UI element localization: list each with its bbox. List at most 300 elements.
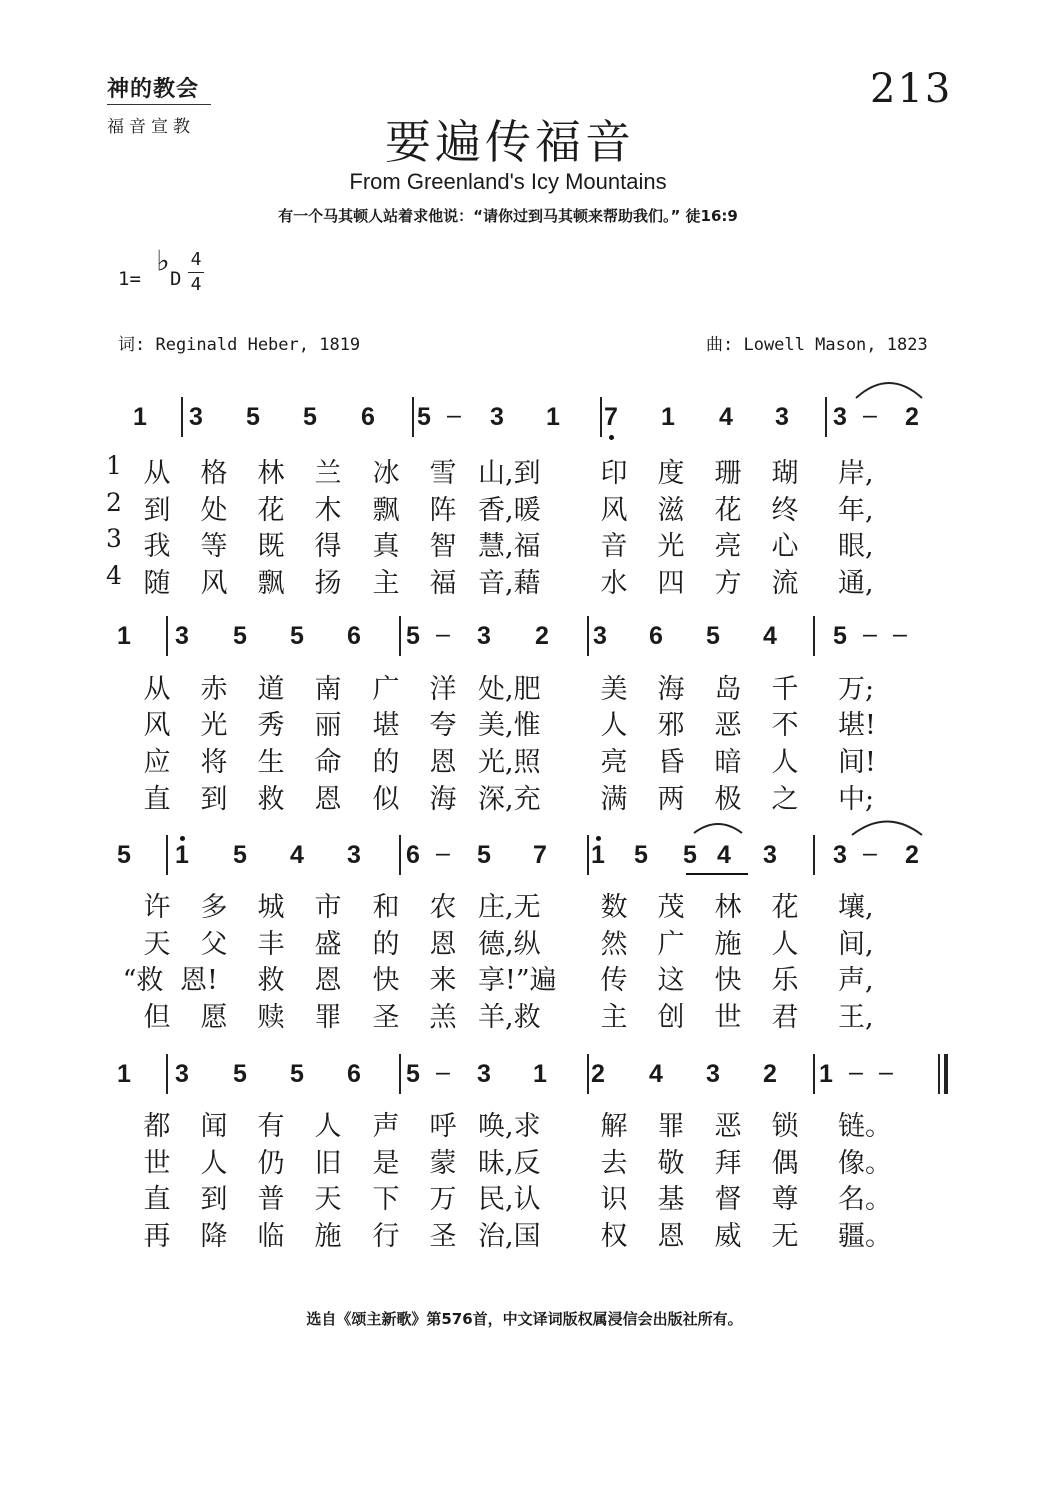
lyric-syllable: 王, — [838, 1002, 874, 1033]
hymn-number: 213 — [870, 66, 953, 112]
lyric-syllable: 下 — [372, 1184, 400, 1215]
lyric-syllable: 敬 — [657, 1148, 685, 1179]
notation-line — [0, 835, 919, 879]
lyric-syllable: 声, — [838, 965, 874, 996]
lyric-syllable: 盛 — [314, 929, 342, 960]
lyric-syllable: 暗 — [714, 747, 742, 778]
verse-number: 4 — [106, 561, 122, 590]
lyric-line — [0, 1177, 892, 1215]
note: 3 — [175, 622, 189, 650]
lyric-syllable: 水 — [600, 568, 628, 599]
note: 1 — [133, 403, 147, 431]
lyric-syllable: 生 — [257, 747, 285, 778]
header-divider — [107, 104, 211, 105]
lyric-syllable: 度 — [657, 458, 685, 489]
lyric-syllable: 兰 — [314, 458, 342, 489]
note: 5 — [290, 622, 304, 650]
sustain-dash: – — [893, 620, 907, 648]
note: 1 — [117, 622, 131, 650]
lyric-syllable: 庄,无 — [478, 892, 541, 923]
lyric-syllable: 终 — [771, 495, 799, 526]
lyric-syllable: 无 — [771, 1221, 799, 1252]
lyric-syllable: 方 — [714, 568, 742, 599]
bar-line — [587, 1054, 589, 1094]
lyric-syllable: 恩 — [314, 784, 342, 815]
lyric-syllable: 音 — [600, 531, 628, 562]
sustain-dash: – — [436, 620, 450, 648]
lyric-syllable: 治,国 — [478, 1221, 541, 1252]
lyricist-credit: 词: Reginald Heber, 1819 — [118, 335, 361, 355]
note: 5 — [290, 1060, 304, 1088]
lyric-syllable: 流 — [771, 568, 799, 599]
lyric-syllable: 风 — [143, 710, 171, 741]
flat-sign: ♭ — [154, 244, 173, 279]
lyric-syllable: 四 — [657, 568, 685, 599]
lyric-syllable: 声 — [372, 1111, 400, 1142]
lyric-syllable: 施 — [314, 1221, 342, 1252]
note: 3 — [706, 1060, 720, 1088]
note: 3 — [175, 1060, 189, 1088]
slur-arc — [694, 824, 742, 833]
lyric-syllable: 享!”遍 — [478, 965, 557, 996]
lyric-syllable: 丽 — [314, 710, 342, 741]
lyric-syllable: 天 — [314, 1184, 342, 1215]
notation-line — [0, 616, 907, 660]
lyric-syllable: 赤 — [200, 674, 228, 705]
bar-line — [587, 616, 589, 656]
lyric-syllable: 恩 — [657, 1221, 685, 1252]
lyric-syllable: 许 — [143, 892, 171, 923]
lyric-syllable: 香,暖 — [478, 495, 541, 526]
lyric-line — [0, 922, 874, 960]
lyric-syllable: 从 — [143, 458, 171, 489]
note: 1 — [661, 403, 675, 431]
bar-line — [825, 397, 827, 437]
lyric-syllable: 眼, — [838, 531, 874, 562]
lyric-syllable: 音,藉 — [478, 568, 541, 599]
lyric-syllable: 从 — [143, 674, 171, 705]
lyric-syllable: 锁 — [771, 1111, 799, 1142]
lyric-syllable: 罪 — [657, 1111, 685, 1142]
lyric-syllable: 岸, — [838, 458, 874, 489]
lyric-syllable: 名。 — [838, 1184, 892, 1215]
lyric-syllable: 天 — [143, 929, 171, 960]
lyric-syllable: “救 — [122, 965, 164, 996]
lyric-syllable: 再 — [143, 1221, 171, 1252]
note: 6 — [347, 1060, 361, 1088]
lyric-syllable: 格 — [200, 458, 228, 489]
note: 3 — [477, 1060, 491, 1088]
lyric-line — [0, 667, 875, 705]
bar-line — [587, 835, 589, 875]
lyric-syllable: 岛 — [714, 674, 742, 705]
lyric-syllable: 等 — [200, 531, 228, 562]
lyric-syllable: 亮 — [600, 747, 628, 778]
lyric-syllable: 光,照 — [478, 747, 541, 778]
bar-line — [181, 397, 183, 437]
lyric-syllable: 深,充 — [478, 784, 541, 815]
lyric-syllable: 世 — [143, 1148, 171, 1179]
note: 1 — [546, 403, 560, 431]
lyric-syllable: 花 — [771, 892, 799, 923]
lyric-syllable: 到 — [143, 495, 171, 526]
bar-line — [813, 835, 815, 875]
verse-number: 1 — [106, 451, 122, 480]
lyric-syllable: 慧,福 — [478, 531, 541, 562]
lyric-syllable: 恩! — [180, 965, 218, 996]
lyric-line — [0, 703, 876, 741]
lyric-syllable: 数 — [600, 892, 628, 923]
lyric-syllable: 临 — [257, 1221, 285, 1252]
lyric-syllable: 心 — [771, 531, 799, 562]
note: 5 — [246, 403, 260, 431]
lyric-syllable: 君 — [771, 1002, 799, 1033]
lyric-syllable: 行 — [372, 1221, 400, 1252]
final-bar-line — [944, 1054, 948, 1094]
lyric-syllable: 光 — [657, 531, 685, 562]
lyric-syllable: 像。 — [838, 1148, 892, 1179]
sustain-dash: – — [436, 1058, 450, 1086]
lyric-line — [0, 740, 876, 778]
lyric-syllable: 间, — [838, 929, 874, 960]
lyric-syllable: 然 — [600, 929, 628, 960]
lyric-syllable: 壤, — [838, 892, 874, 923]
lyric-syllable: 尊 — [771, 1184, 799, 1215]
sustain-dash: – — [863, 620, 877, 648]
note: 2 — [763, 1060, 777, 1088]
bar-line — [600, 397, 602, 437]
bar-line — [813, 1054, 815, 1094]
lyric-syllable: 仍 — [257, 1148, 285, 1179]
lyric-syllable: 随 — [143, 568, 171, 599]
lyric-syllable: 命 — [314, 747, 342, 778]
hymn-subtitle: From Greenland's Icy Mountains — [349, 169, 667, 194]
lyric-syllable: 基 — [657, 1184, 685, 1215]
note: 3 — [833, 403, 847, 431]
lyric-syllable: 山,到 — [478, 458, 541, 489]
composer-credit: 曲: Lowell Mason, 1823 — [706, 335, 928, 355]
bar-line — [412, 397, 414, 437]
lyric-syllable: 得 — [314, 531, 342, 562]
sustain-dash: – — [849, 1058, 863, 1086]
lyric-syllable: 林 — [714, 892, 742, 923]
time-signature-bottom: 4 — [190, 274, 202, 295]
lyric-syllable: 城 — [257, 892, 285, 923]
lyric-syllable: 施 — [714, 929, 742, 960]
bar-line — [813, 616, 815, 656]
lyric-syllable: 世 — [714, 1002, 742, 1033]
lyric-syllable: 赎 — [257, 1002, 285, 1033]
lyric-syllable: 羊,救 — [478, 1002, 541, 1033]
lyric-syllable: 处 — [200, 495, 228, 526]
upper-octave-dot — [180, 836, 185, 841]
lyric-syllable: 圣 — [429, 1221, 457, 1252]
note: 4 — [719, 403, 733, 431]
lyric-syllable: 和 — [372, 892, 400, 923]
bar-line — [399, 1054, 401, 1094]
lyric-syllable: 普 — [257, 1184, 285, 1215]
lyric-syllable: 邪 — [657, 710, 685, 741]
lyric-syllable: 人 — [600, 710, 628, 741]
note: 3 — [189, 403, 203, 431]
note: 3 — [763, 841, 777, 869]
note: 5 — [477, 841, 491, 869]
note: 5 — [406, 622, 420, 650]
lyric-line — [0, 488, 874, 526]
lyric-syllable: 闻 — [200, 1111, 228, 1142]
lyric-syllable: 督 — [714, 1184, 742, 1215]
lyric-syllable: 疆。 — [838, 1221, 892, 1252]
lyric-syllable: 旧 — [314, 1148, 342, 1179]
lyric-line — [0, 885, 874, 923]
lyric-syllable: 偶 — [771, 1148, 799, 1179]
lyric-line — [0, 1141, 892, 1179]
note: 7 — [604, 403, 618, 431]
lyric-syllable: 人 — [771, 747, 799, 778]
lyric-syllable: 主 — [600, 1002, 628, 1033]
lyric-syllable: 中; — [838, 784, 875, 815]
lyric-syllable: 冰 — [372, 458, 400, 489]
note: 3 — [593, 622, 607, 650]
note: 5 — [634, 841, 648, 869]
scripture-epigraph: 有一个马其顿人站着求他说：“请你过到马其顿来帮助我们。” 徒16:9 — [278, 207, 738, 225]
lyric-syllable: 洋 — [429, 674, 457, 705]
lyric-syllable: 飘 — [372, 495, 400, 526]
lyric-line — [0, 995, 874, 1033]
lyric-syllable: 两 — [657, 784, 685, 815]
lyric-syllable: 恩 — [429, 747, 457, 778]
lyric-syllable: 茂 — [657, 892, 685, 923]
sustain-dash: – — [436, 839, 450, 867]
lyric-syllable: 间! — [838, 747, 876, 778]
lyric-syllable: 我 — [143, 531, 171, 562]
lyric-syllable: 都 — [143, 1111, 171, 1142]
note: 5 — [417, 403, 431, 431]
note: 6 — [649, 622, 663, 650]
lyric-syllable: 万 — [429, 1184, 457, 1215]
lyric-syllable: 之 — [771, 784, 799, 815]
lyric-syllable: 既 — [257, 531, 285, 562]
lyric-syllable: 的 — [372, 929, 400, 960]
time-signature-top: 4 — [190, 249, 202, 270]
lyric-syllable: 智 — [429, 531, 457, 562]
lyric-line — [0, 451, 874, 489]
lyric-syllable: 呼 — [429, 1111, 457, 1142]
lyric-syllable: 昏 — [657, 747, 685, 778]
note: 3 — [477, 622, 491, 650]
lyric-syllable: 瑚 — [771, 458, 799, 489]
lyric-syllable: 传 — [600, 965, 628, 996]
eighth-note-underline — [686, 873, 748, 875]
hymn-title: 要遍传福音 — [385, 115, 635, 169]
slur-arc — [852, 822, 922, 836]
lyric-syllable: 道 — [257, 674, 285, 705]
lyric-syllable: 降 — [200, 1221, 228, 1252]
lyric-syllable: 南 — [314, 674, 342, 705]
lyric-syllable: 是 — [372, 1148, 400, 1179]
lyric-syllable: 救 — [257, 784, 285, 815]
key-prefix: 1= — [118, 268, 141, 290]
lyric-syllable: 似 — [372, 784, 400, 815]
lyric-syllable: 极 — [714, 784, 742, 815]
lyric-syllable: 人 — [200, 1148, 228, 1179]
bar-line — [166, 616, 168, 656]
lyric-syllable: 秀 — [257, 710, 285, 741]
sustain-dash: – — [863, 839, 877, 867]
note: 5 — [117, 841, 131, 869]
lyric-syllable: 德,纵 — [478, 929, 541, 960]
lyric-syllable: 花 — [714, 495, 742, 526]
lyric-syllable: 堪! — [838, 710, 876, 741]
category-label: 福音宣教 — [107, 117, 195, 137]
lyric-syllable: 愿 — [200, 1002, 228, 1033]
lyric-syllable: 权 — [600, 1221, 628, 1252]
note: 1 — [175, 841, 189, 869]
verse-number: 2 — [106, 488, 122, 517]
lyric-syllable: 广 — [657, 929, 685, 960]
lyric-syllable: 亮 — [714, 531, 742, 562]
lyric-syllable: 林 — [257, 458, 285, 489]
lyric-syllable: 飘 — [257, 568, 285, 599]
note: 6 — [406, 841, 420, 869]
note: 4 — [649, 1060, 663, 1088]
lyric-syllable: 这 — [657, 965, 685, 996]
lyric-syllable: 来 — [429, 965, 457, 996]
note: 5 — [303, 403, 317, 431]
bar-line — [399, 835, 401, 875]
note: 5 — [406, 1060, 420, 1088]
lyric-syllable: 民,认 — [478, 1184, 541, 1215]
lyric-syllable: 海 — [429, 784, 457, 815]
note: 2 — [591, 1060, 605, 1088]
lyric-syllable: 恩 — [314, 965, 342, 996]
note: 5 — [233, 622, 247, 650]
sustain-dash: – — [879, 1058, 893, 1086]
lyric-syllable: 罪 — [314, 1002, 342, 1033]
lyric-syllable: 恶 — [714, 1111, 742, 1142]
lyric-syllable: 恩 — [429, 929, 457, 960]
lyric-syllable: 滋 — [657, 495, 685, 526]
lyric-syllable: 处,肥 — [478, 674, 541, 705]
lyric-syllable: 圣 — [372, 1002, 400, 1033]
lyric-syllable: 但 — [143, 1002, 171, 1033]
lyric-syllable: 美 — [600, 674, 628, 705]
lyric-syllable: 直 — [143, 784, 171, 815]
lyric-syllable: 年, — [838, 495, 874, 526]
note: 1 — [819, 1060, 833, 1088]
note: 5 — [683, 841, 697, 869]
upper-octave-dot — [596, 836, 601, 841]
sustain-dash: – — [863, 401, 877, 429]
lyric-syllable: 识 — [600, 1184, 628, 1215]
lyric-syllable: 蒙 — [429, 1148, 457, 1179]
lyric-syllable: 满 — [600, 784, 628, 815]
lyric-syllable: 真 — [372, 531, 400, 562]
lyric-line — [0, 1104, 892, 1142]
lyric-syllable: 直 — [143, 1184, 171, 1215]
sustain-dash: – — [447, 401, 461, 429]
note: 5 — [233, 841, 247, 869]
book-title: 神的教会 — [107, 76, 200, 102]
lyric-syllable: 通, — [838, 568, 874, 599]
time-signature — [188, 248, 204, 297]
lyric-syllable: 海 — [657, 674, 685, 705]
note: 7 — [533, 841, 547, 869]
note: 3 — [833, 841, 847, 869]
bar-line — [166, 1054, 168, 1094]
final-bar-line — [938, 1054, 940, 1094]
lyric-syllable: 恶 — [714, 710, 742, 741]
lyric-syllable: 珊 — [714, 458, 742, 489]
note: 5 — [233, 1060, 247, 1088]
lyric-syllable: 应 — [143, 747, 171, 778]
lyric-syllable: 解 — [600, 1111, 628, 1142]
lyric-syllable: 有 — [257, 1111, 285, 1142]
lyric-syllable: 昧,反 — [478, 1148, 541, 1179]
lyric-syllable: 主 — [372, 568, 400, 599]
slur-arc — [856, 383, 922, 398]
lyric-syllable: 印 — [600, 458, 628, 489]
lyric-syllable: 不 — [771, 710, 799, 741]
key-note: D — [170, 268, 182, 290]
lyric-syllable: 乐 — [771, 965, 799, 996]
note: 2 — [905, 403, 919, 431]
bar-line — [399, 616, 401, 656]
lyric-syllable: 将 — [200, 747, 228, 778]
note: 3 — [775, 403, 789, 431]
note: 1 — [533, 1060, 547, 1088]
note: 4 — [290, 841, 304, 869]
notation-line — [0, 397, 919, 441]
lyric-syllable: 人 — [771, 929, 799, 960]
lyric-line — [0, 524, 874, 562]
lyric-syllable: 风 — [200, 568, 228, 599]
lyric-syllable: 羔 — [429, 1002, 457, 1033]
lyric-syllable: 福 — [429, 568, 457, 599]
lyric-syllable: 木 — [314, 495, 342, 526]
notation-line — [0, 1054, 893, 1098]
copyright-footer: 选自《颂主新歌》第576首，中文译词版权属浸信会出版社所有。 — [306, 1310, 743, 1328]
lyric-syllable: 威 — [714, 1221, 742, 1252]
lyric-syllable: 快 — [714, 965, 742, 996]
lyric-syllable: 堪 — [372, 710, 400, 741]
lyric-syllable: 万; — [838, 674, 875, 705]
lyric-syllable: 多 — [200, 892, 228, 923]
note: 4 — [717, 841, 731, 869]
note: 4 — [763, 622, 777, 650]
lyric-syllable: 快 — [372, 965, 400, 996]
lyric-line — [0, 958, 874, 996]
lyric-syllable: 扬 — [314, 568, 342, 599]
lyric-syllable: 去 — [600, 1148, 628, 1179]
lyric-syllable: 父 — [200, 929, 228, 960]
lyric-syllable: 雪 — [429, 458, 457, 489]
lyric-syllable: 救 — [257, 965, 285, 996]
bar-line — [166, 835, 168, 875]
lyric-syllable: 拜 — [714, 1148, 742, 1179]
lyric-syllable: 丰 — [257, 929, 285, 960]
lyric-line — [0, 561, 874, 599]
lyric-syllable: 花 — [257, 495, 285, 526]
lyric-line — [0, 1214, 892, 1252]
note: 2 — [905, 841, 919, 869]
lyric-syllable: 美,惟 — [478, 710, 541, 741]
lyric-syllable: 夸 — [429, 710, 457, 741]
note: 5 — [833, 622, 847, 650]
note: 6 — [347, 622, 361, 650]
note: 6 — [361, 403, 375, 431]
lyric-syllable: 到 — [200, 784, 228, 815]
